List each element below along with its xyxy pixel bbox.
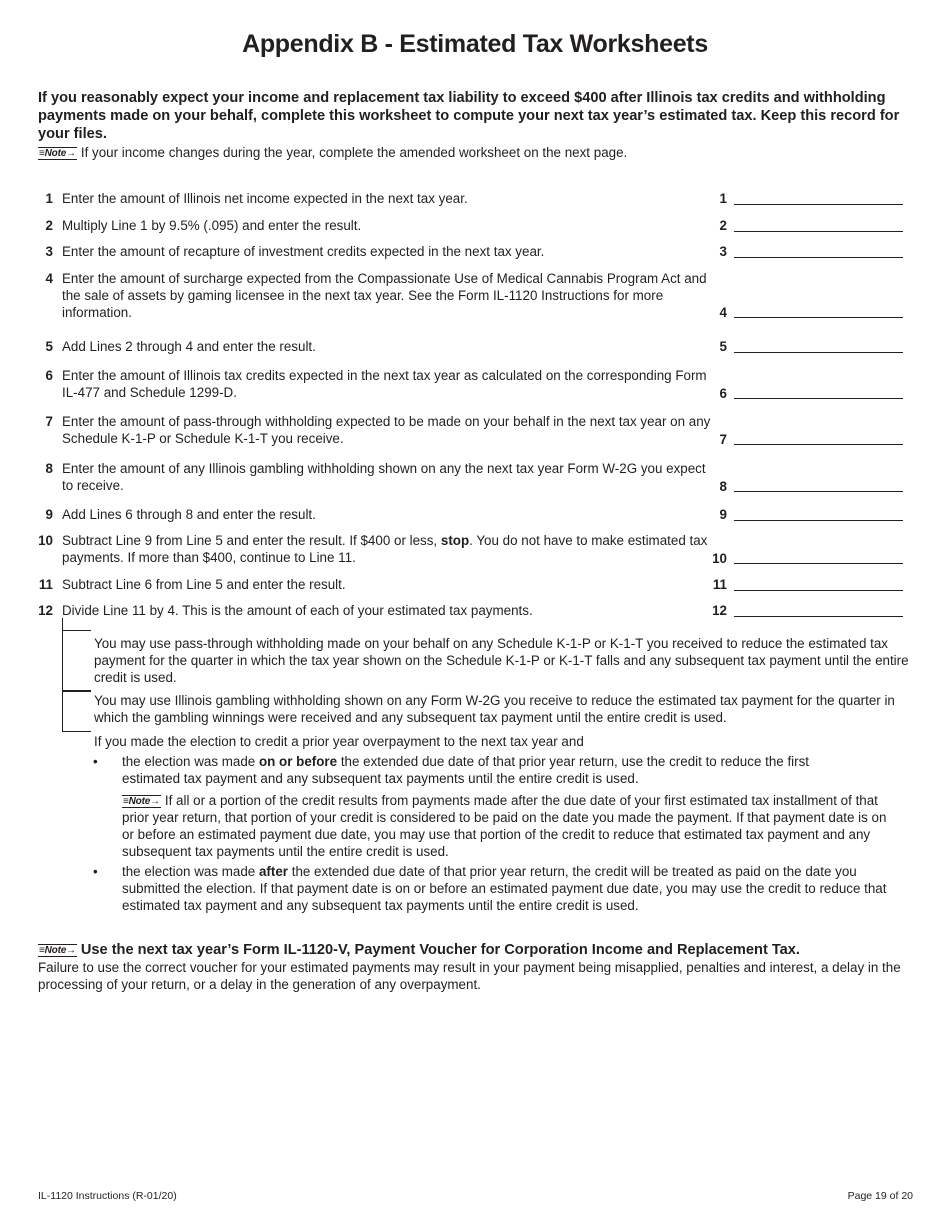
line-number-right: 8 bbox=[719, 479, 727, 494]
line-text: Add Lines 6 through 8 and enter the result. bbox=[62, 507, 316, 522]
line-text: Enter the amount of surcharge expected from the Compassionate Use of Medical Cannabis Program Act and the sale of assets by gaming licensee in the next tax year. See the Form IL-1120 Instructions for more information. bbox=[62, 271, 707, 320]
page-title: Appendix B - Estimated Tax Worksheets bbox=[242, 30, 708, 58]
pass-through-paragraph: You may use pass-through withholding made on your behalf on any Schedule K-1-P or K-1-T you received to reduce the estimated tax payment for the quarter in which the tax year shown on the Schedule K-1-P or K-1-T falls and any subsequent tax payment until the entire credit is used. bbox=[94, 636, 909, 685]
note-text: If your income changes during the year, complete the amended worksheet on the next page. bbox=[80, 145, 628, 160]
line-text: Enter the amount of Illinois net income expected in the next tax year. bbox=[62, 191, 468, 206]
amount-field[interactable] bbox=[734, 491, 903, 492]
line-text: Enter the amount of any Illinois gambling withholding shown on any the next tax year Form W-2G you expect to receive. bbox=[62, 461, 706, 493]
line-number: 1 bbox=[45, 191, 53, 206]
amount-field[interactable] bbox=[734, 352, 903, 353]
voucher-note-heading: ≡Note→ Use the next tax year’s Form IL-1120-V, Payment Voucher for Corporation Income and Replacement Tax. bbox=[39, 942, 800, 958]
line-number: 12 bbox=[38, 603, 53, 618]
bracket-connector bbox=[62, 630, 91, 692]
voucher-note bbox=[38, 942, 913, 993]
line-number-right: 7 bbox=[719, 432, 727, 447]
voucher-note-text: Failure to use the correct voucher for your estimated payments may result in your payment being misapplied, penalties and interest, a delay in the processing of your return, or a delay in the generation of any overpayment. bbox=[38, 960, 901, 992]
line-number-right: 2 bbox=[719, 218, 727, 233]
note-icon: ≡Note→ bbox=[39, 148, 76, 159]
gambling-paragraph: You may use Illinois gambling withholding shown on any Form W-2G you receive to reduce the estimated tax payment for the quarter in which the gambling winnings were received and any subsequent tax payment until the entire credit is used. bbox=[94, 693, 895, 725]
line-number: 7 bbox=[45, 414, 53, 429]
bracket-stem bbox=[62, 618, 63, 630]
line-text: Enter the amount of Illinois tax credits expected in the next tax year as calculated on the corresponding Form IL-477 and Schedule 1299-D. bbox=[62, 368, 707, 400]
line-text: Add Lines 2 through 4 and enter the result. bbox=[62, 339, 316, 354]
bullet-dot: • bbox=[93, 754, 98, 769]
line-number-right: 6 bbox=[719, 386, 727, 401]
line-number: 2 bbox=[45, 218, 53, 233]
bracket-connector bbox=[62, 690, 91, 732]
amount-field[interactable] bbox=[734, 231, 903, 232]
line-number: 6 bbox=[45, 368, 53, 383]
footer-page-number: Page 19 of 20 bbox=[847, 1190, 913, 1202]
amount-field[interactable] bbox=[734, 563, 903, 564]
line-number: 5 bbox=[45, 339, 53, 354]
amount-field[interactable] bbox=[734, 590, 903, 591]
line-number: 4 bbox=[45, 271, 53, 286]
amount-field[interactable] bbox=[734, 257, 903, 258]
note-icon: ≡Note→ bbox=[39, 945, 76, 956]
line-number: 11 bbox=[38, 577, 53, 592]
line-text: Divide Line 11 by 4. This is the amount of each of your estimated tax payments. bbox=[62, 603, 533, 618]
line-text: Subtract Line 9 from Line 5 and enter the result. If $400 or less, stop. You do not have to make estimated tax payments. If more than $400, continue to Line 11. bbox=[62, 533, 708, 565]
line-number-right: 5 bbox=[719, 339, 727, 354]
line-text: Enter the amount of recapture of investment credits expected in the next tax year. bbox=[62, 244, 545, 259]
note-icon: ≡Note→ bbox=[123, 796, 160, 807]
bullet-on-or-before: the election was made on or before the extended due date of that prior year return, use the credit to reduce the first estimated tax payment and any subsequent tax payments until the entire credit is used. bbox=[122, 754, 810, 786]
bullet-note: ≡Note→ If all or a portion of the credit results from payments made after the due date of your first estimated tax installment of that prior year return, that portion of your credit is considered to be paid on the date you made the payment. If that payment date is on or before an estimated payment due date, you may use that portion of the credit to reduce that estimated tax payment and any subsequent tax payments until the entire credit is used. bbox=[122, 793, 887, 859]
amount-field[interactable] bbox=[734, 520, 903, 521]
amount-field[interactable] bbox=[734, 616, 903, 617]
amount-field[interactable] bbox=[734, 317, 903, 318]
line-text: Subtract Line 6 from Line 5 and enter the result. bbox=[62, 577, 346, 592]
line-number: 8 bbox=[45, 461, 53, 476]
line-number-right: 4 bbox=[719, 305, 727, 320]
bullet-after: the election was made after the extended due date of that prior year return, the credit will be treated as paid on the date you submitted the election. If that payment date is on or before an estimated payment due date, you may use the credit to reduce that estimated tax payment and any subsequent tax payments until the entire credit is used. bbox=[122, 864, 887, 913]
footer-form-id: IL-1120 Instructions (R-01/20) bbox=[38, 1190, 177, 1202]
election-intro: If you made the election to credit a prior year overpayment to the next tax year and bbox=[94, 734, 584, 749]
intro-paragraph: If you reasonably expect your income and replacement tax liability to exceed $400 after Illinois tax credits and withholding payments made on your behalf, complete this worksheet to compute your next tax year’s estimated tax. Keep this record for your files. bbox=[38, 90, 900, 142]
amount-field[interactable] bbox=[734, 398, 903, 399]
line-number-right: 10 bbox=[712, 551, 727, 566]
line-number-right: 1 bbox=[719, 191, 727, 206]
line-number-right: 11 bbox=[712, 577, 727, 592]
bullet-dot: • bbox=[93, 864, 98, 879]
line-number-right: 3 bbox=[719, 244, 727, 259]
line-number: 10 bbox=[38, 533, 53, 548]
note-line bbox=[38, 145, 627, 161]
amount-field[interactable] bbox=[734, 204, 903, 205]
amount-field[interactable] bbox=[734, 444, 903, 445]
line-number: 3 bbox=[45, 244, 53, 259]
line-number: 9 bbox=[45, 507, 53, 522]
line-number-right: 9 bbox=[719, 507, 727, 522]
line-text: Enter the amount of pass-through withholding expected to be made on your behalf in the next tax year on any Schedule K-1-P or Schedule K-1-T you receive. bbox=[62, 414, 711, 446]
line-text: Multiply Line 1 by 9.5% (.095) and enter the result. bbox=[62, 218, 362, 233]
line-number-right: 12 bbox=[712, 603, 727, 618]
